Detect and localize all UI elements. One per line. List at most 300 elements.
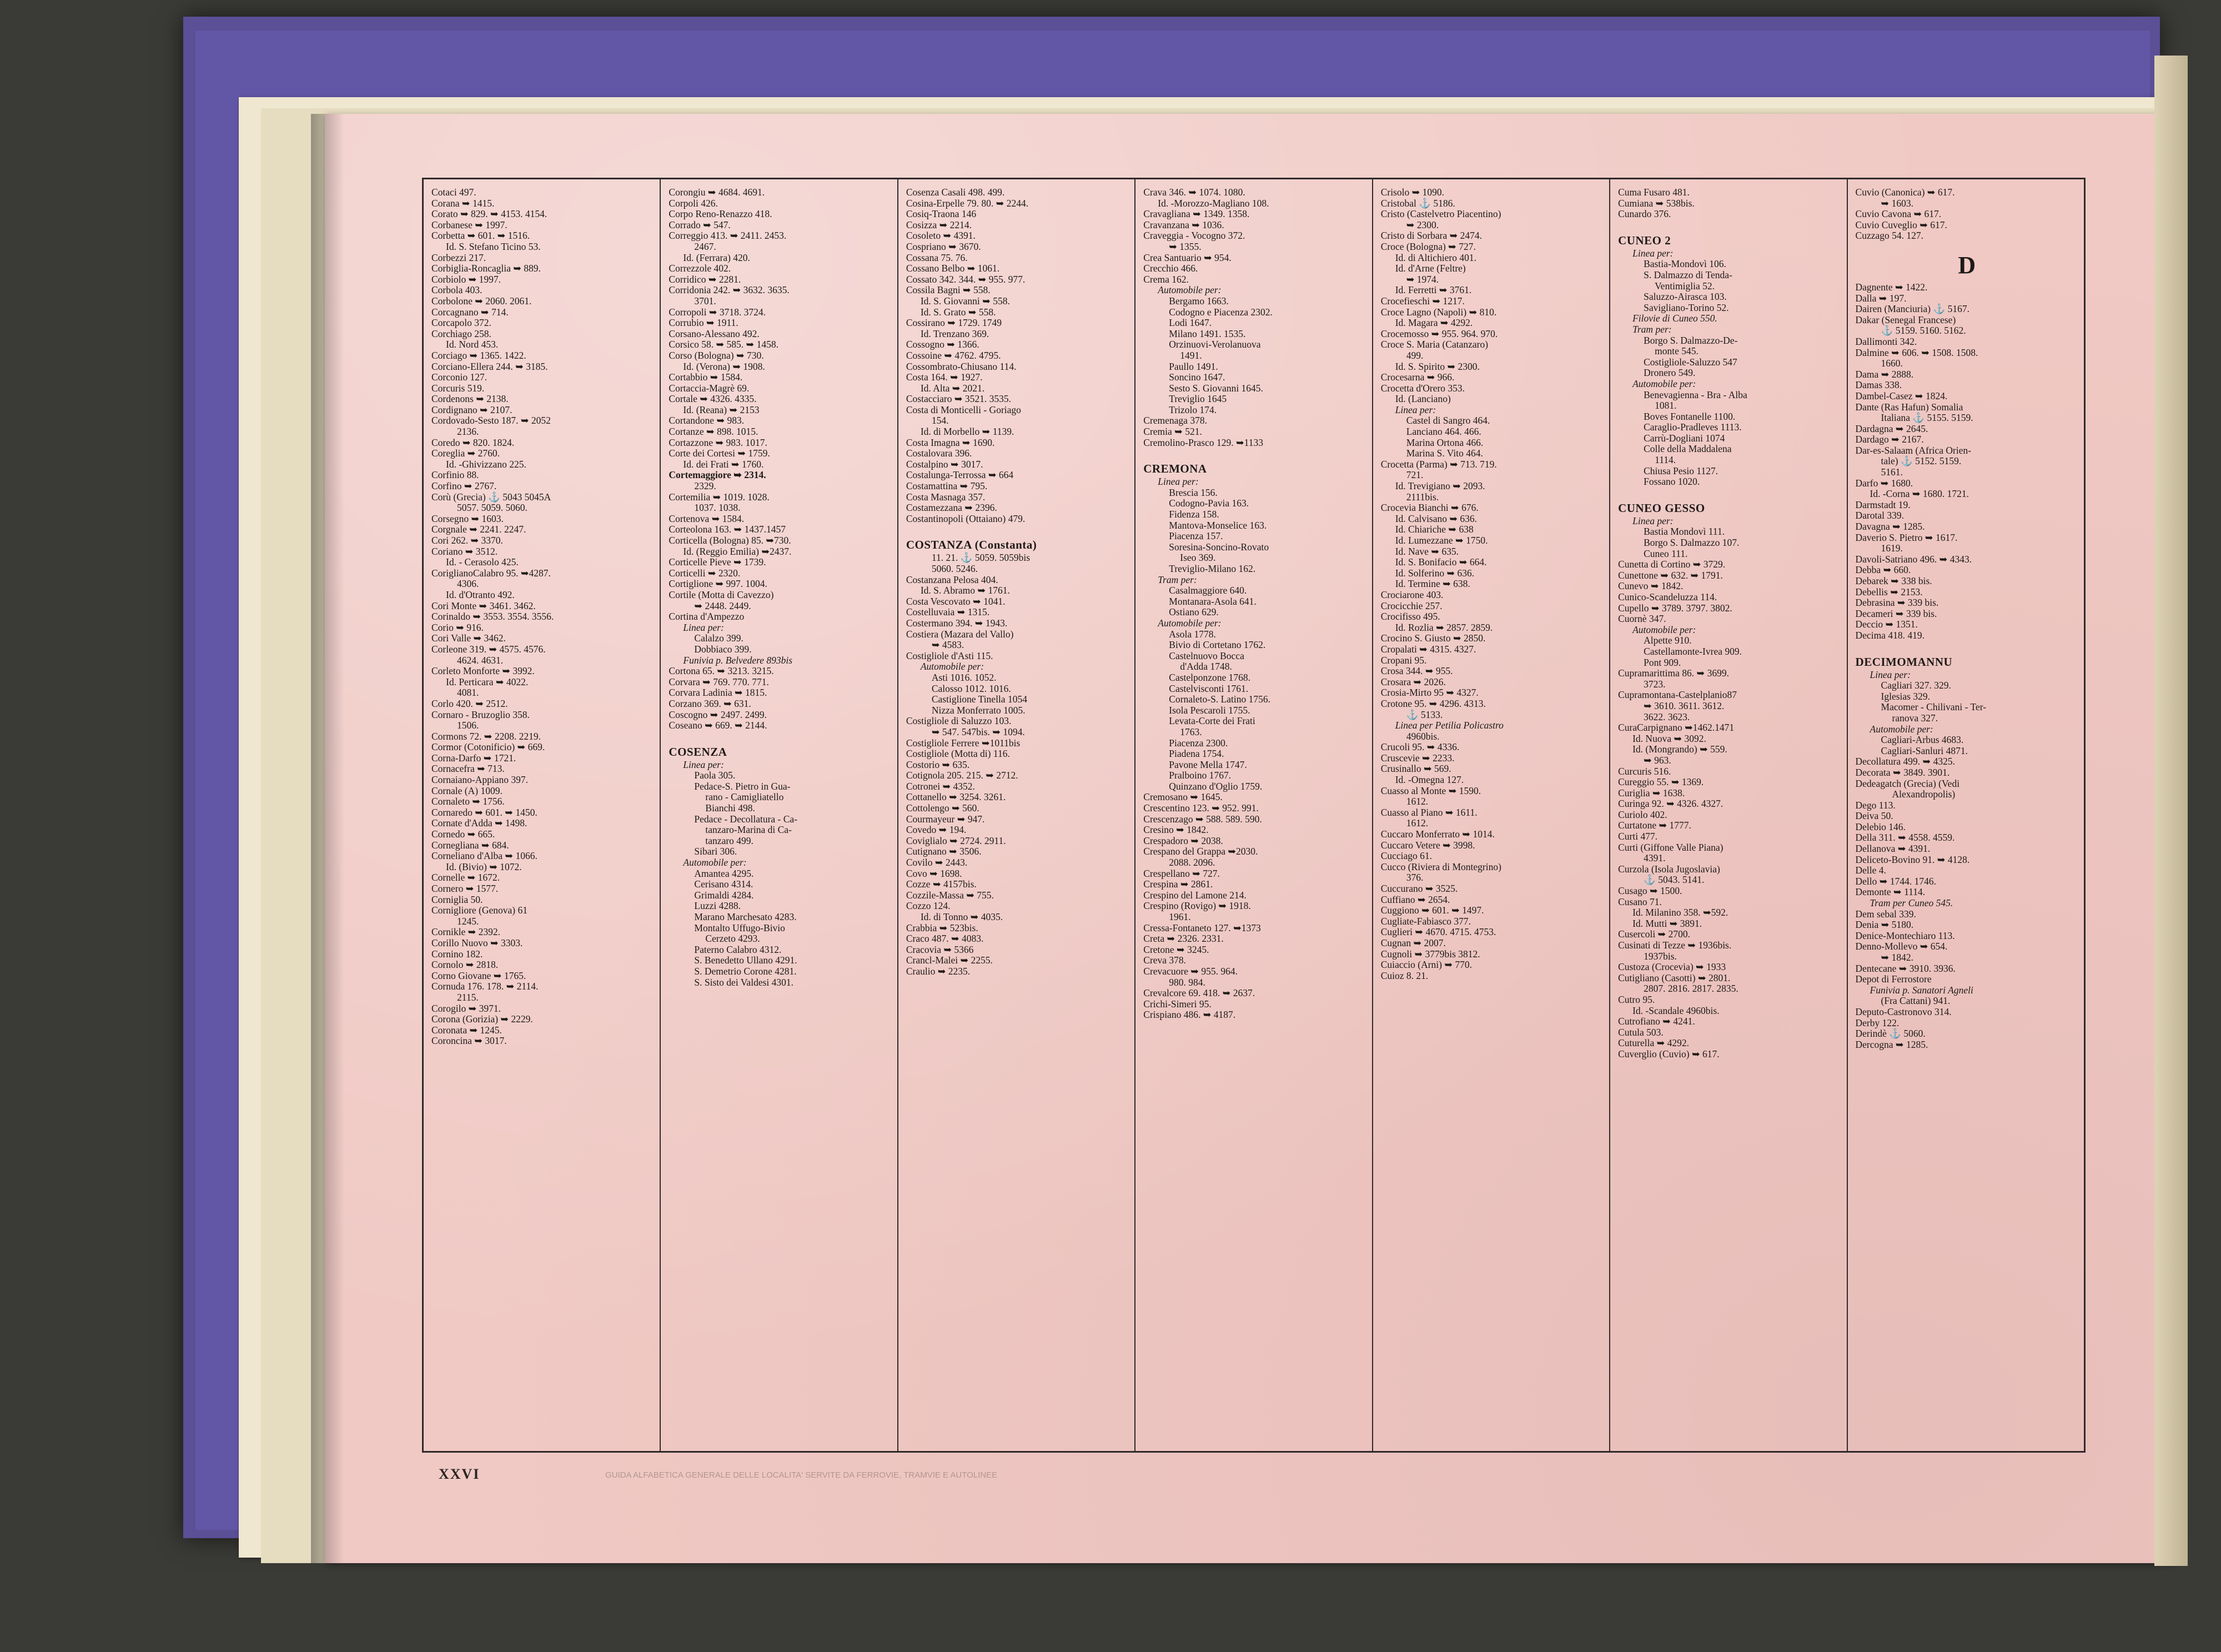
index-entry: Cuasso al Monte ➥ 1590. [1380,785,1481,796]
index-entry: 1937bis. [1644,950,1677,962]
index-entry: Italiana ⚓ 5155. 5159. [1881,412,1973,424]
index-entry: Cortabbio ➥ 1584. [669,371,743,383]
index-entry: Cotignola 205. 215. ➥ 2712. [906,770,1018,781]
index-entry: Iseo 369. [1180,552,1216,564]
index-entry: Denno-Mollevo ➥ 654. [1855,941,1948,952]
index-entry: Depot di Ferrostore [1855,973,1932,985]
index-entry: S. Benedetto Ullano 4291. [694,955,797,966]
index-entry: Crescentino 123. ➥ 952. 991. [1143,802,1259,814]
index-entry: Cortale ➥ 4326. 4335. [669,393,757,405]
index-entry: Lodi 1647. [1169,317,1212,329]
index-entry: Dante (Ras Hafun) Somalia [1855,401,1963,413]
index-entry: ➥ 963. [1644,754,1671,766]
index-entry: Corso (Bologna) ➥ 730. [669,349,764,361]
index-heading: DECIMOMANNU [1855,655,1953,669]
index-entry: 721. [1406,469,1424,481]
index-entry: Orzinuovi-Verolanuova [1169,339,1261,350]
index-entry: ➥ 4583. [931,639,964,651]
index-entry: Derby 122. [1855,1017,1900,1028]
index-entry: Correggio 413. ➥ 2411. 2453. [669,230,787,242]
index-entry: Courmayeur ➥ 947. [906,813,985,825]
index-spacer [1856,242,2078,248]
index-entry: Cori Monte ➥ 3461. 3462. [431,600,536,611]
spine-shadow [311,114,344,1563]
index-entry: Craveggia - Vocogno 372. [1143,230,1245,242]
index-entry: Linea per: [1395,404,1436,415]
index-entry: Cornelle ➥ 1672. [431,872,500,883]
index-entry: Soncino 1647. [1169,371,1225,383]
index-entry: Corticelli ➥ 2320. [669,567,741,579]
index-entry: Castel di Sangro 464. [1406,415,1490,426]
index-entry: Dobbiaco 399. [694,643,752,655]
index-entry: Corsico 58. ➥ 585. ➥ 1458. [669,339,778,350]
index-entry: Automobile per: [1870,723,1933,735]
index-entry: Daverio S. Pietro ➥ 1617. [1855,531,1958,543]
index-entry: rano - Camigliatello [705,791,784,803]
index-entry: Curiolo 402. [1618,809,1667,820]
index-entry: Corteolona 163. ➥ 1437.1457 [669,524,786,535]
index-entry: Id. (Bivio) ➥ 1072. [446,861,522,872]
index-entry: Id. Nave ➥ 635. [1395,545,1459,557]
index-entry: Id. (Ferrara) 420. [683,252,750,263]
index-entry: Costa di Monticelli - Goriago [906,404,1021,415]
index-entry: Crespina ➥ 2861. [1143,878,1213,890]
index-entry: Piacenza 157. [1169,530,1223,542]
index-entry: Sibari 306. [694,846,737,857]
index-entry: Cornate d'Adda ➥ 1498. [431,817,527,829]
index-entry: Cortanze ➥ 898. 1015. [669,426,758,438]
index-entry: Piadena 1754. [1169,748,1224,760]
index-entry: Cerzeto 4293. [705,933,760,945]
index-entry: Ostiano 629. [1169,606,1219,618]
index-entry: Corbezzi 217. [431,252,486,263]
index-entry: Costermano 394. ➥ 1943. [906,617,1008,629]
index-heading: CUNEO GESSO [1618,501,1705,515]
index-entry: Covedo ➥ 194. [906,824,967,836]
index-entry: Tram per Cuneo 545. [1870,897,1953,909]
index-entry: Bastia-Mondovì 106. [1644,258,1726,270]
index-entry: 2111bis. [1406,491,1439,503]
index-entry: Boves Fontanelle 1100. [1644,410,1736,422]
index-entry: Sesto S. Giovanni 1645. [1169,382,1263,394]
index-entry: Costamattina ➥ 795. [906,480,988,492]
index-entry: Id. S. Stefano Ticino 53. [446,240,541,252]
index-entry: Casalmaggiore 640. [1169,585,1247,596]
index-entry: Cuffiano ➥ 2654. [1380,893,1450,905]
index-entry: Id. Mutti ➥ 3891. [1632,917,1702,929]
index-entry: Pedace-S. Pietro in Gua- [694,780,791,792]
index-entry: 4391. [1644,852,1666,864]
index-entry: Correzzole 402. [669,263,731,274]
index-entry: Cuornè 347. [1618,613,1666,625]
index-entry: 1081. [1655,400,1677,411]
index-entry: Cosiq-Traona 146 [906,208,977,220]
index-entry: Grimaldi 4284. [694,889,754,901]
index-entry: Cuggiono ➥ 601. ➥ 1497. [1380,905,1484,916]
col-7 [1848,179,2084,1451]
index-entry: Id. Nuova ➥ 3092. [1632,732,1706,744]
index-entry: Corleone 319. ➥ 4575. 4576. [431,643,546,655]
index-entry: Id. Chiariche ➥ 638 [1395,524,1474,535]
col-4 [1135,179,1373,1451]
index-entry: Calosso 1012. 1016. [931,682,1011,694]
index-entry: Linea per: [683,759,724,770]
index-entry: Corbanese ➥ 1997. [431,219,507,230]
index-entry: Cossano Belbo ➥ 1061. [906,263,1000,274]
index-entry: Crosara ➥ 2026. [1380,676,1446,687]
index-entry: ⚓ 5159. 5160. 5162. [1881,325,1966,337]
index-entry: Crespino (Rovigo) ➥ 1918. [1143,900,1251,912]
index-entry: Cagliari-Sanluri 4871. [1881,745,1968,756]
index-entry: Curinga 92. ➥ 4326. 4327. [1618,798,1723,810]
index-entry: Crusinallo ➥ 569. [1380,763,1451,775]
index-entry: Curtatone ➥ 1777. [1618,820,1691,831]
index-entry: Iglesias 329. [1881,690,1930,702]
index-entry: Cornaleto-S. Latino 1756. [1169,694,1271,705]
index-entry: Cusercoli ➥ 2700. [1618,928,1690,940]
index-heading: COSENZA [669,745,727,759]
col-5 [1373,179,1610,1451]
index-entry: Nizza Monferrato 1005. [931,704,1026,716]
index-entry: Crocesarna ➥ 966. [1380,371,1455,383]
index-entry: Dardago ➥ 2167. [1855,434,1924,445]
index-entry: Crescenzago ➥ 588. 589. 590. [1143,813,1262,825]
index-entry: Castelponzone 1768. [1169,671,1251,683]
index-entry: Cossogno ➥ 1366. [906,339,979,350]
page-number: XXVI [439,1466,480,1482]
index-entry: Corpo Reno-Renazzo 418. [669,208,772,220]
index-entry: Cugliate-Fabiasco 377. [1380,915,1471,927]
index-entry: Automobile per: [683,857,747,868]
index-entry: Id. (Reggio Emilia) ➥2437. [683,545,792,557]
index-entry: Borgo S. Dalmazzo 107. [1644,537,1740,549]
index-entry: d'Adda 1748. [1180,661,1232,672]
index-entry: Cressa-Fontaneto 127. ➥1373 [1143,922,1261,933]
index-entry: Id. S. Giovanni ➥ 558. [920,295,1010,307]
index-entry: Castellamonte-Ivrea 909. [1644,645,1742,657]
index-entry: Id. Solferino ➥ 636. [1395,567,1475,579]
index-entry: Cornaro - Bruzoglio 358. [431,709,530,720]
index-entry: S. Dalmazzo di Tenda- [1644,269,1732,280]
index-entry: Costigliole Ferrere ➥1011bis [906,737,1021,749]
index-entry: Cristo (Castelvetro Piacentino) [1380,208,1501,220]
index-entry: Curti (Giffone Valle Piana) [1618,841,1723,853]
index-entry: Davagna ➥ 1285. [1855,521,1925,533]
index-entry: 1245. [457,915,479,927]
index-entry: Benevagienna - Bra - Alba [1644,389,1747,400]
index-entry: Id. -Morozzo-Magliano 108. [1158,197,1269,209]
index-entry: Cuccurano ➥ 3525. [1380,883,1458,894]
index-entry: Dego 113. [1855,799,1896,811]
index-entry: Treviglio 1645 [1169,393,1227,405]
index-entry: Costa Imagna ➥ 1690. [906,436,995,448]
index-entry: Corniglia 50. [431,893,483,905]
index-entry: 1763. [1180,726,1202,737]
index-entry: Id. S. Abramo ➥ 1761. [920,585,1010,596]
index-entry: 154. [931,415,949,426]
index-entry: 1619. [1881,543,1903,554]
index-entry: monte 545. [1655,345,1699,357]
index-entry: Cuiaccio (Arni) ➥ 770. [1380,959,1473,971]
index-entry: Cornino 182. [431,948,483,960]
index-entry: Cordenons ➥ 2138. [431,393,509,405]
index-entry: Costigliole di Saluzzo 103. [906,715,1012,727]
index-entry: Cornolo ➥ 2818. [431,959,499,971]
index-entry: Cornaiano-Appiano 397. [431,774,528,786]
index-entry: Cutrofiano ➥ 4241. [1618,1016,1695,1027]
index-entry: Id. S. Spirito ➥ 2300. [1395,360,1480,372]
index-entry: Cupramontana-Castelplanio87 [1618,689,1737,701]
index-entry: Decorata ➥ 3849. 3901. [1855,766,1950,778]
index-entry: Crocicchie 257. [1380,600,1443,611]
index-entry: Croce Lagno (Napoli) ➥ 810. [1380,306,1497,318]
index-entry: ➥ 2300. [1406,219,1439,230]
index-entry: Cristobal ⚓ 5186. [1380,197,1455,209]
book-fore-edge [2154,56,2188,1566]
index-entry: 4960bis. [1406,730,1440,742]
index-entry: ranova 327. [1892,712,1938,724]
index-entry: Id. (Reana) ➥ 2153 [683,404,760,415]
index-entry: Asola 1778. [1169,628,1216,640]
index-entry: 1660. [1881,358,1903,369]
index-entry: Treviglio-Milano 162. [1169,563,1256,574]
index-entry: Crancl-Malei ➥ 2255. [906,955,993,966]
index-entry: Id. di Altichiero 401. [1395,252,1476,263]
index-entry: Corleto Monforte ➥ 3992. [431,665,535,677]
index-columns [424,179,2084,1451]
index-entry: Cremenaga 378. [1143,415,1207,426]
index-entry: Cuturella ➥ 4292. [1618,1037,1690,1049]
index-entry: 4624. 4631. [457,654,504,666]
index-entry: Cuioz 8. 21. [1380,970,1429,981]
index-spacer [669,731,891,737]
index-spacer [906,524,1129,530]
index-entry: Crocetta (Parma) ➥ 713. 719. [1380,458,1497,470]
index-entry: Costigliole (Motta di) 116. [906,748,1010,760]
index-entry: ⚓ 5043. 5141. [1644,874,1705,886]
index-entry: Levata-Corte dei Frati [1169,715,1255,727]
index-entry: Cremolino-Prasco 129. ➥1133 [1143,436,1263,448]
index-entry: Cossato 342. 344. ➥ 955. 977. [906,273,1026,285]
index-entry: Corfino ➥ 2767. [431,480,497,492]
index-entry: Coviglialo ➥ 2724. 2911. [906,835,1006,846]
index-entry: Demonte ➥ 1114. [1855,886,1926,898]
index-entry: Pralboino 1767. [1169,770,1232,781]
index-entry: Cotronei ➥ 4352. [906,780,975,792]
index-entry: CuraCarpignano ➥1462.1471 [1618,722,1735,734]
index-entry: Curzola (Isola Jugoslavia) [1618,863,1720,875]
index-entry: Cordignano ➥ 2107. [431,404,512,415]
index-entry: Cusago ➥ 1500. [1618,885,1682,897]
index-entry: Cupramarittima 86. ➥ 3699. [1618,667,1729,679]
index-entry: Cornigliore (Genova) 61 [431,905,528,916]
index-entry: Corio ➥ 916. [431,621,484,633]
index-entry: Castelnuovo Bocca [1169,650,1244,661]
index-entry: Cureggio 55. ➥ 1369. [1618,776,1704,788]
index-entry: Corticella (Bologna) 85. ➥730. [669,535,791,546]
index-entry: (Fra Cattani) 941. [1881,995,1951,1007]
index-entry: Linea per: [1158,476,1199,488]
index-entry: Id. S. Grato ➥ 558. [920,306,996,318]
index-entry: Carrù-Dogliani 1074 [1644,432,1725,444]
index-entry: Cusano 71. [1618,896,1662,907]
index-entry: 1612. [1406,796,1429,807]
index-entry: Dellanova ➥ 4391. [1855,843,1931,855]
index-entry: Id. -Corna ➥ 1680. 1721. [1870,488,1969,500]
index-entry: Cresino ➥ 1842. [1143,824,1209,836]
index-entry: Id. Nord 453. [446,339,499,350]
index-entry: Id. Magara ➥ 4292. [1395,317,1473,329]
index-entry: Corneliano d'Alba ➥ 1066. [431,850,537,862]
index-entry: 4081. [457,687,479,699]
index-entry: Costanzana Pelosa 404. [906,574,998,585]
index-entry: Ventimiglia 52. [1655,280,1715,292]
index-entry: Id. di Tonno ➥ 4035. [920,911,1003,922]
index-entry: Cupello ➥ 3789. 3797. 3802. [1618,602,1732,614]
index-entry: Cossirano ➥ 1729. 1749 [906,317,1002,329]
index-entry: Cortenova ➥ 1584. [669,513,745,524]
index-entry: Craulio ➥ 2235. [906,965,971,977]
index-entry: ➥ 1355. [1169,240,1202,252]
index-entry: 2136. [457,426,479,438]
index-entry: Delle 4. [1855,865,1886,876]
index-entry: Dama ➥ 2888. [1855,368,1914,380]
index-entry: Corcapolo 372. [431,317,491,329]
index-entry: Cortona 65. ➥ 3213. 3215. [669,665,774,677]
index-entry: Deccio ➥ 1351. [1855,619,1918,630]
index-entry: Montalto Uffugo-Bivio [694,922,785,933]
index-entry: Costacciaro ➥ 3521. 3535. [906,393,1011,405]
index-entry: Cortaccia-Magrè 69. [669,382,750,394]
index-entry: Crevalcore 69. 418. ➥ 2637. [1143,987,1255,999]
index-entry: Decameri ➥ 339 bis. [1855,607,1937,619]
index-entry: Debarek ➥ 338 bis. [1855,575,1932,586]
index-spacer [1618,488,1841,494]
index-entry: Crociarone 403. [1380,589,1444,600]
index-entry: Corinaldo ➥ 3553. 3554. 3556. [431,611,554,622]
index-entry: Id. (Lanciano) [1395,393,1451,405]
index-entry: Id. Trenzano 369. [920,328,989,339]
index-entry: ➥ 3610. 3611. 3612. [1644,700,1725,711]
index-entry: Coreglia ➥ 2760. [431,448,500,459]
index-entry: Corciano-Ellera 244. ➥ 3185. [431,360,548,372]
footer-note: GUIDA ALFABETICA GENERALE DELLE LOCALITA' SERVITE DA FERROVIE, TRAMVIE E AUTOLINEE [605,1470,998,1480]
index-entry: Curti 477. [1618,831,1658,842]
index-entry: Cossana 75. 76. [906,252,968,263]
index-entry: Corno Giovane ➥ 1765. [431,970,526,981]
index-entry: 5161. [1881,466,1903,478]
index-entry: Cravagliana ➥ 1349. 1358. [1143,208,1250,220]
index-entry: Cutula 503. [1618,1026,1664,1038]
index-entry: Automobile per: [1158,617,1222,629]
index-entry: Cretone ➥ 3245. [1143,943,1209,955]
index-entry: Cuvio Cavona ➥ 617. [1855,208,1942,220]
index-entry: Croce (Bologna) ➥ 727. [1380,240,1476,252]
index-heading: COSTANZA (Constanta) [906,538,1037,552]
index-entry: Dagnente ➥ 1422. [1855,281,1928,293]
index-entry: Crocemosso ➥ 955. 964. 970. [1380,328,1498,339]
index-entry: Crucoli 95. ➥ 4336. [1380,741,1460,753]
index-entry: Covo ➥ 1698. [906,867,962,879]
index-entry: Corpoli 426. [669,197,718,209]
index-entry: Cuccaro Monferrato ➥ 1014. [1380,828,1495,840]
index-entry: Crocifisso 495. [1380,611,1440,622]
index-entry: Cozzile-Massa ➥ 755. [906,889,994,901]
col-3 [898,179,1135,1451]
index-entry: Id. Perticara ➥ 4022. [446,676,529,687]
index-entry: Crocetta d'Orero 353. [1380,382,1465,394]
index-entry: Cremosano ➥ 1645. [1143,791,1223,803]
index-entry: Delebio 146. [1855,821,1906,832]
index-entry: Corbiolo ➥ 1997. [431,273,501,285]
index-entry: Castelvisconti 1761. [1169,682,1249,694]
index-heading: CUNEO 2 [1618,233,1671,247]
index-entry: Id. S. Bonifacio ➥ 664. [1395,556,1487,568]
index-entry: Linea per: [1632,515,1674,526]
index-entry: Costalovara 396. [906,448,972,459]
index-entry: Cerisano 4314. [694,878,753,890]
index-entry: Cuvio Cuveglio ➥ 617. [1855,219,1947,230]
index-entry: Corridico ➥ 2281. [669,273,741,285]
index-entry: Fossano 1020. [1644,476,1700,488]
index-entry: Derindè ⚓ 5060. [1855,1028,1926,1040]
index-entry: Cusinati di Tezze ➥ 1936bis. [1618,940,1732,951]
index-entry: Automobile per: [920,661,984,672]
index-entry: Cori Valle ➥ 3462. [431,632,506,644]
index-entry: Dakar (Senegal Francese) [1855,314,1956,325]
index-entry: Darotal 339. [1855,510,1905,521]
index-entry: Cunettone ➥ 632. ➥ 1791. [1618,569,1723,581]
index-entry: 2115. [457,991,479,1003]
index-entry: Cosizza ➥ 2214. [906,219,972,230]
index-entry: Corciago ➥ 1365. 1422. [431,349,526,361]
index-entry: Cuverglio (Cuvio) ➥ 617. [1618,1048,1720,1060]
index-entry: Crosa 344. ➥ 955. [1380,665,1453,677]
index-entry: Cristo di Sorbara ➥ 2474. [1380,230,1483,242]
index-entry: Cortiglione ➥ 997. 1004. [669,578,767,590]
index-entry: Corana ➥ 1415. [431,197,495,209]
index-entry: Dentecane ➥ 3910. 3936. [1855,962,1956,974]
index-entry: Crocefieschi ➥ 1217. [1380,295,1465,307]
index-entry: Corvara ➥ 769. 770. 771. [669,676,769,687]
index-heading: CREMONA [1143,462,1207,476]
index-entry: Crea Santuario ➥ 954. [1143,252,1232,263]
index-entry: Cornacefra ➥ 713. [431,763,505,775]
index-entry: Cospriano ➥ 3670. [906,240,981,252]
index-entry: 2807. 2816. 2817. 2835. [1644,983,1738,995]
index-entry: 980. 984. [1169,976,1205,988]
index-entry: Id. -Omegna 127. [1395,774,1464,786]
index-entry: Cossila Bagni ➥ 558. [906,284,991,296]
index-entry: Dedeagatch (Grecia) (Vedi [1855,777,1960,789]
index-entry: Decollatura 499. ➥ 4325. [1855,756,1955,767]
index-entry: Cornuda 176. 178. ➥ 2114. [431,981,539,992]
index-entry: Cossoine ➥ 4762. 4795. [906,349,1001,361]
index-entry: Colle della Maddalena [1644,443,1732,455]
index-entry: Crespellano ➥ 727. [1143,867,1220,879]
index-entry: Id. Rozlia ➥ 2857. 2859. [1395,621,1493,633]
index-entry: Costamezzana ➥ 2396. [906,502,997,514]
index-entry: Corrubio ➥ 1911. [669,317,738,329]
index-entry: Corlo 420. ➥ 2512. [431,697,508,709]
index-entry: Dar-es-Salaam (Africa Orien- [1855,444,1972,456]
index-entry: Decima 418. 419. [1855,629,1924,641]
index-entry: Dercogna ➥ 1285. [1855,1038,1928,1050]
index-letter-heading: D [1958,251,1976,279]
index-entry: Bianchi 498. [705,802,755,814]
index-entry: 2329. [694,480,716,492]
index-entry: Dem sebal 339. [1855,908,1916,920]
